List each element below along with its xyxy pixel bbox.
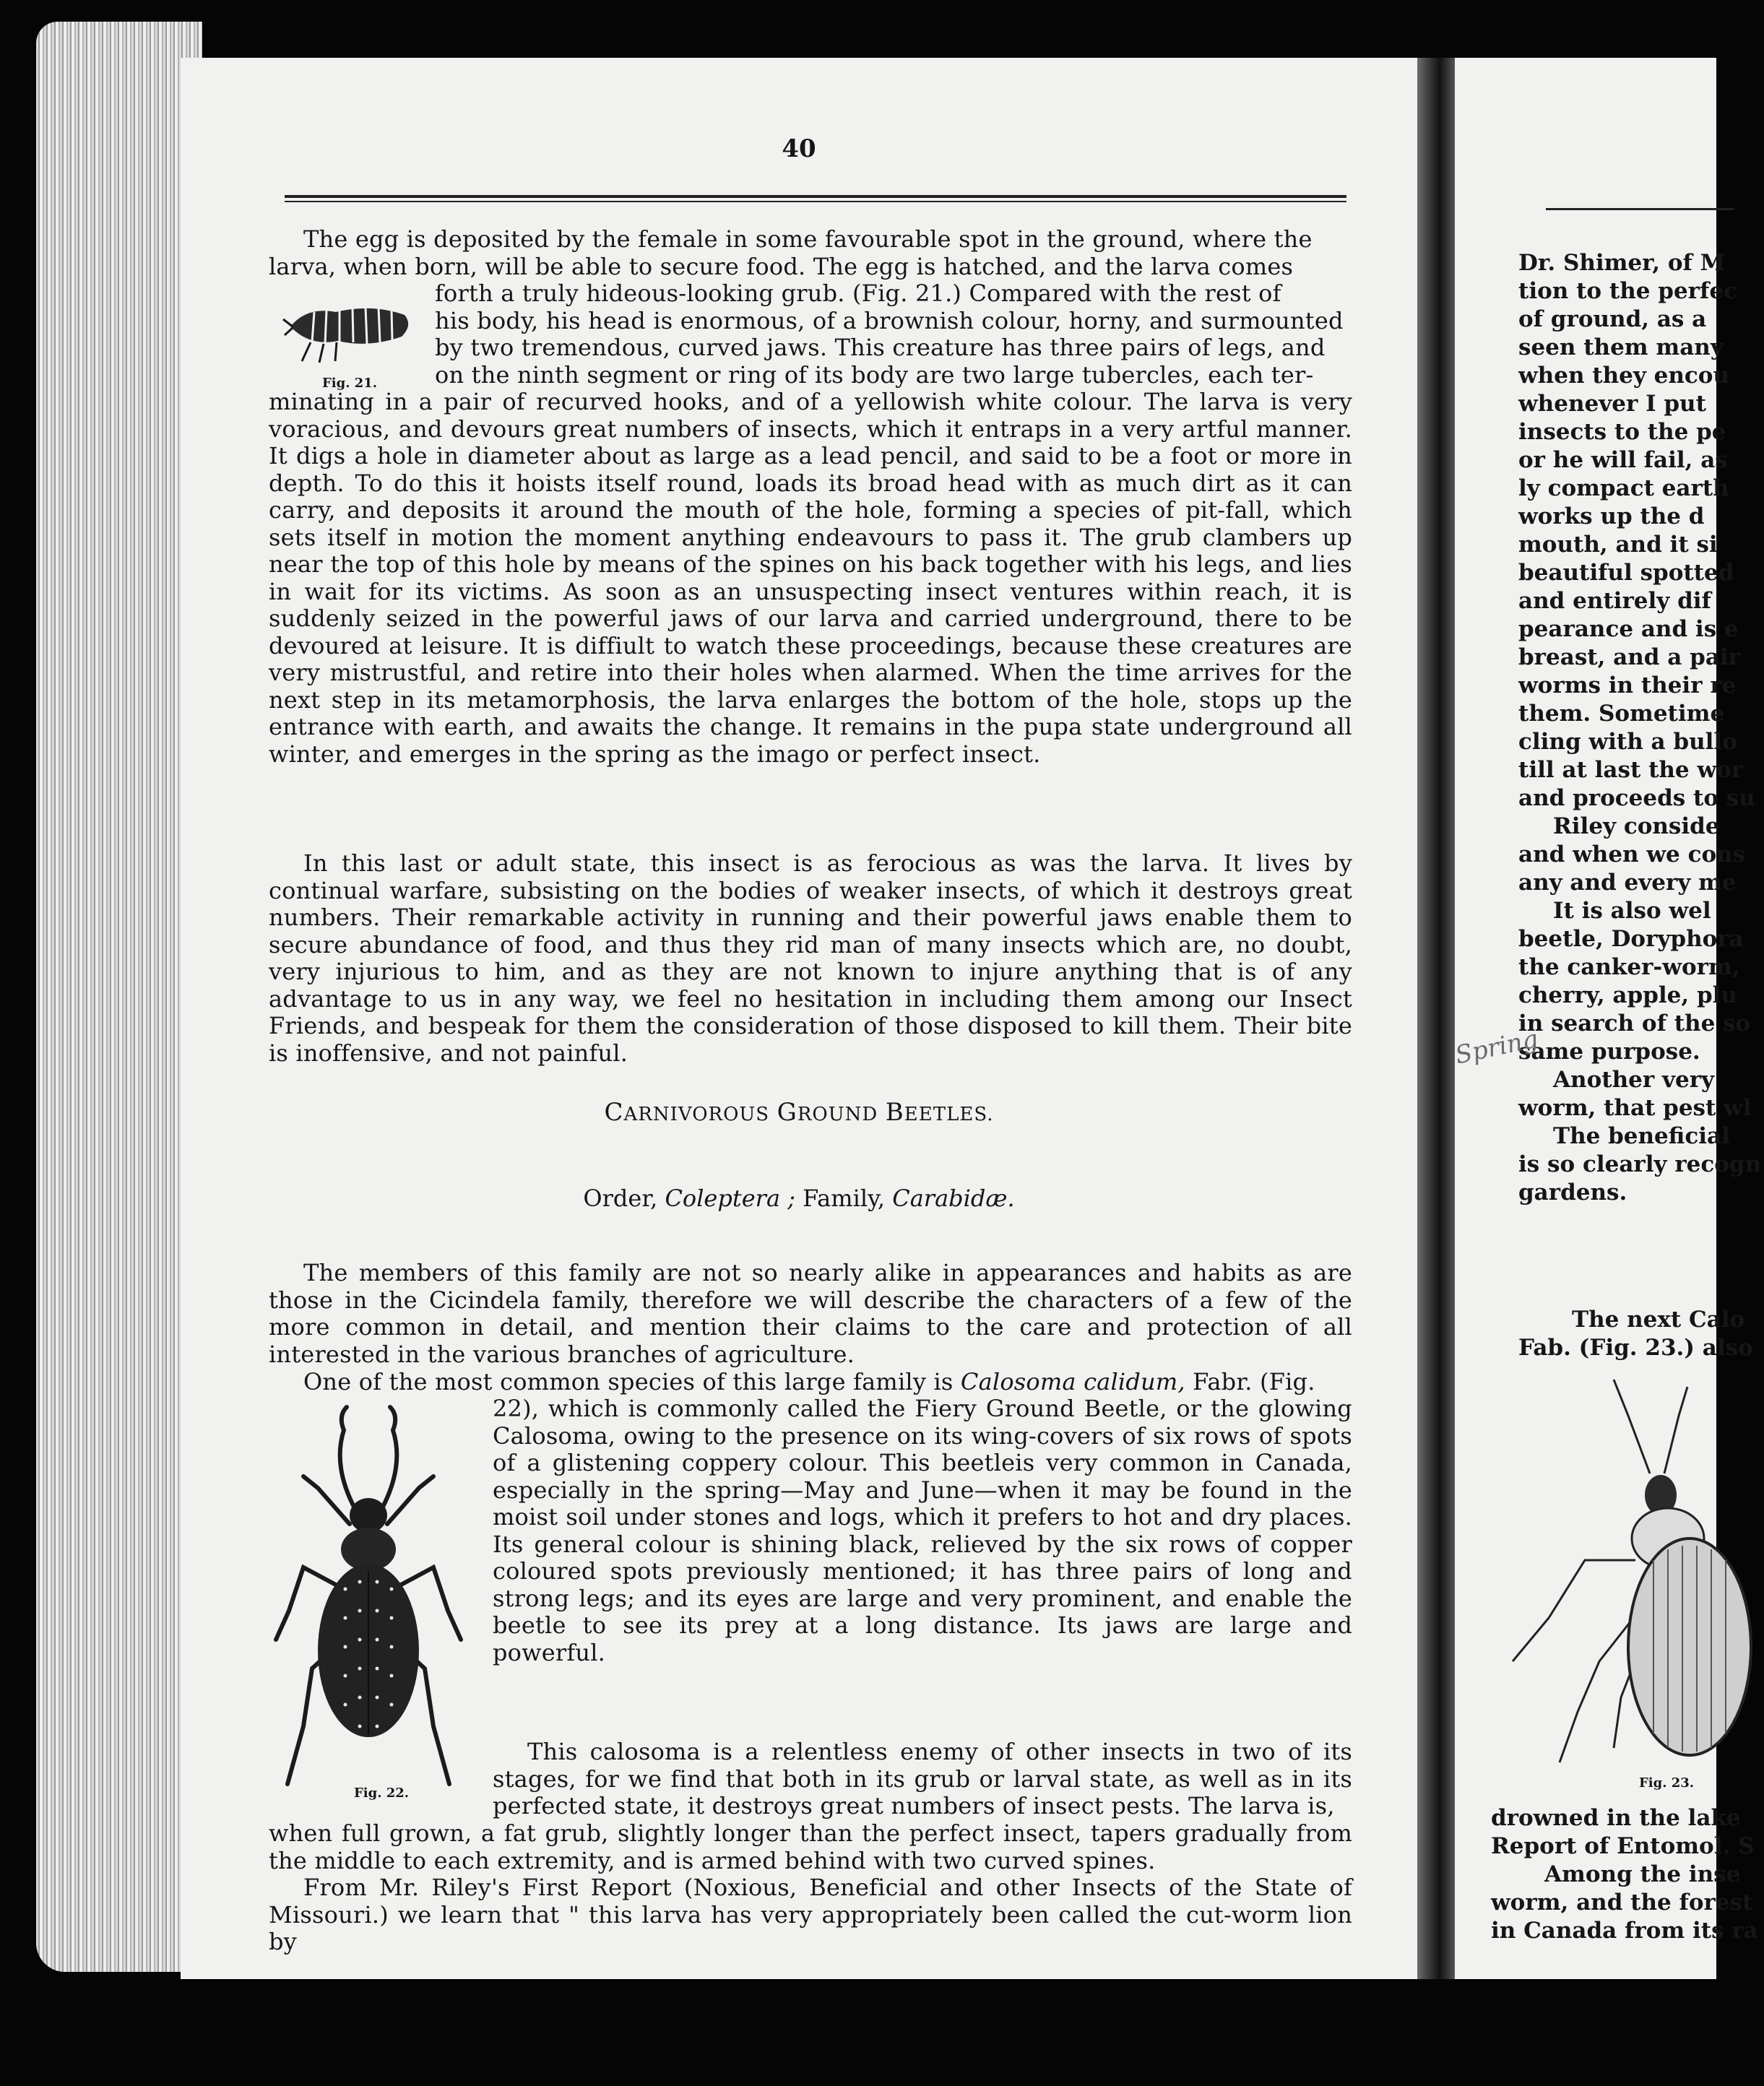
handwritten-margin-note: Spring — [1453, 1024, 1541, 1070]
text-line: Among the inse — [1544, 1861, 1741, 1887]
text-line: Fab. (Fig. 23.) also — [1518, 1335, 1753, 1361]
family-name: Carabidæ. — [892, 1185, 1015, 1212]
family-label: Family, — [795, 1185, 893, 1212]
text-line: seen them many — [1518, 334, 1724, 360]
text-line: It is also wel — [1553, 898, 1711, 924]
text-line: mouth, and it si — [1518, 532, 1718, 558]
text-run: Fabr. (Fig. — [1185, 1368, 1315, 1395]
right-page-text — [1518, 249, 1764, 1207]
text-line: worm, that pest wl — [1518, 1095, 1752, 1121]
text-line: forth a truly hideous-looking grub. (Fig. 21.) Compared with the rest of — [435, 280, 1281, 307]
order-family-line — [181, 1185, 1417, 1212]
text-line: The egg is deposited by the female in some favourable spot in the ground, where the — [303, 225, 1313, 253]
text-line: pearance and is e — [1518, 616, 1739, 642]
right-header-rule — [1546, 208, 1734, 212]
text-line: the canker-worm, — [1518, 954, 1740, 980]
text-run: One of the most common species of this large family is — [303, 1368, 961, 1395]
order-name: Coleptera ; — [665, 1185, 795, 1212]
paragraph-3: The members of this family are not so nearly alike in appearances and habits as are those in the Cicindela family, therefore we will describe the characters of a few of the more common in detail, and mention their claims to the care and protection of all interested in the various branches of agriculture. — [269, 1259, 1352, 1368]
text-line: tion to the perfec — [1518, 278, 1737, 304]
text-line: whenever I put — [1518, 391, 1706, 417]
text-line: and proceeds to su — [1518, 785, 1755, 811]
paragraph-4-line-1 — [269, 1369, 1352, 1396]
text-line: them. Sometime — [1518, 701, 1725, 727]
text-line: worm, and the forest — [1491, 1890, 1753, 1916]
fig21-caption: Fig. 21. — [322, 376, 378, 391]
fig23-caption: Fig. 23. — [1639, 1775, 1695, 1791]
page-number: 40 — [782, 134, 816, 163]
text-line: Another very — [1553, 1067, 1715, 1093]
text-line: breast, and a pair — [1518, 644, 1741, 670]
text-line: cling with a bullo — [1518, 729, 1737, 755]
text-line: larva, when born, will be able to secure food. The egg is hatched, and the larva comes — [269, 252, 1294, 280]
text-line: ly compact earth — [1518, 475, 1729, 501]
text-line: and entirely dif — [1518, 588, 1711, 614]
text-line: gardens. — [1518, 1180, 1627, 1206]
paragraph-2: In this last or adult state, this insect is as ferocious as was the larva. It lives by continual warfare, subsisting on the bodies of weaker insects, of which it destroys great numbers. Their remarkable activity in running and their powerful jaws enable them to secure abundance of food, and thus they rid man of many insects which are, no doubt, very injurious to him, and as they are not known to injure anything that is of any advantage to us in any way, we feel no hesitation in including them among our Insect Friends, and bespeak for them the consideration of those disposed to kill them. Their bite is inoffensive, and not painful. — [269, 849, 1352, 1067]
fig22-beetle-illustration — [274, 1401, 462, 1791]
left-page — [181, 58, 1417, 1979]
header-rule — [285, 195, 1346, 202]
text-line: beetle, Doryphora — [1518, 926, 1744, 952]
section-heading: CARNIVOROUS GROUND BEETLES. — [604, 1098, 994, 1127]
text-line: in search of the so — [1518, 1010, 1751, 1036]
paragraph-1-side — [435, 280, 1352, 389]
text-line: his body, his head is enormous, of a brownish colour, horny, and surmounted — [435, 306, 1344, 334]
text-line: Dr. Shimer, of M — [1518, 250, 1725, 276]
text-line: in Canada from its ra — [1491, 1918, 1758, 1944]
paragraph-4-side: 22), which is commonly called the Fiery Ground Beetle, or the glowing Calosoma, owing to the presence on its wing-covers of six rows of spots of a glistening coppery colour. This beetleis very common in Canada, especially in the spring—May and June—when it may be found in the moist soil under stones and logs, which it prefers to hot and dry places. Its general colour is shining black, relieved by the six rows of copper coloured spots previously mentioned; it has three pairs of long and strong legs; and its eyes are large and very prominent, and enable the beetle to see its prey at a long distance. Its jaws are large and powerful. — [493, 1395, 1352, 1666]
fig22-caption: Fig. 22. — [354, 1786, 410, 1801]
text-line: beautiful spotted — [1518, 560, 1734, 586]
paragraph-5-rest: when full grown, a fat grub, slightly longer than the perfect insect, tapers gradually from the middle to each extremity, and is armed behind with two curved spines. — [269, 1819, 1352, 1874]
fig21-larva-illustration — [282, 290, 419, 370]
text-line: is so clearly recogn — [1518, 1151, 1762, 1177]
paragraph-1-top — [269, 226, 1352, 280]
text-line: works up the d — [1518, 503, 1705, 529]
text-line: till at last the wor — [1518, 757, 1744, 783]
text-line: of ground, as a — [1518, 306, 1707, 332]
paragraph-5-side: This calosoma is a relentless enemy of other insects in two of its stages, for we find that both in its grub or larval state, as well as in its perfected state, it destroys great numbers of insect pests. The larva is, — [493, 1738, 1352, 1819]
paragraph-1-rest: minating in a pair of recurved hooks, and of a yellowish white colour. The larva is very voracious, and devours great numbers of insects, which it entraps in a very artful manner. It digs a hole in diameter about as large as a lead pencil, and said to be a foot or more in depth. To do this it hoists itself round, loads its broad head with as much dirt as it can carry, and deposits it around the mouth of the hole, forming a species of pit-fall, which sets itself in motion the moment anything endeavours to pass it. The grub clambers up near the top of this hole by means of the spines on his back together with his legs, and lies in wait for its victims. As soon as an unsuspecting insect ventures within reach, it is suddenly seized in the powerful jaws of our larva and carried underground, there to be devoured at leisure. It is diffiult to watch these proceedings, because these creatures are very mistrustful, and retire into their holes when alarmed. When the time arrives for the next step in its metamorphosis, the larva enlarges the bottom of the hole, stops up the entrance with earth, and awaits the change. It remains in the pupa state underground all winter, and emerges in the spring as the imago or perfect insect. — [269, 388, 1352, 768]
text-line: same purpose. — [1518, 1039, 1700, 1065]
right-page-bottom-lines — [1491, 1804, 1758, 1945]
right-page-next-lines — [1518, 1306, 1764, 1362]
right-page — [1453, 58, 1762, 1979]
text-line: any and every me — [1518, 870, 1737, 896]
fig23-beetle-illustration — [1498, 1372, 1729, 1777]
text-line: insects to the pe — [1518, 419, 1726, 445]
book-spine — [1417, 58, 1455, 1979]
text-line: Riley conside — [1553, 813, 1720, 839]
text-line: worms in their re — [1518, 672, 1737, 698]
page-edges — [36, 22, 202, 1972]
order-label: Order, — [583, 1185, 665, 1212]
text-line: cherry, apple, plu — [1518, 982, 1737, 1008]
text-line: The beneficial — [1553, 1123, 1730, 1149]
text-line: drowned in the lake — [1491, 1805, 1741, 1831]
species-name: Calosoma calidum, — [960, 1368, 1185, 1395]
text-line: The next Calo — [1572, 1307, 1745, 1333]
text-line: and when we cons — [1518, 841, 1746, 867]
text-line: when they encou — [1518, 363, 1730, 389]
text-line: by two tremendous, curved jaws. This creature has three pairs of legs, and — [435, 334, 1326, 361]
paragraph-6: From Mr. Riley's First Report (Noxious, Beneficial and other Insects of the State of Missouri.) we learn that " this larva has very appropriately been called the cut-worm lion by — [269, 1874, 1352, 1955]
text-line: Report of Entomol. S — [1491, 1833, 1755, 1859]
text-line: or he will fail, as — [1518, 447, 1728, 473]
text-line: on the ninth segment or ring of its body are two large tubercles, each ter- — [435, 360, 1314, 389]
